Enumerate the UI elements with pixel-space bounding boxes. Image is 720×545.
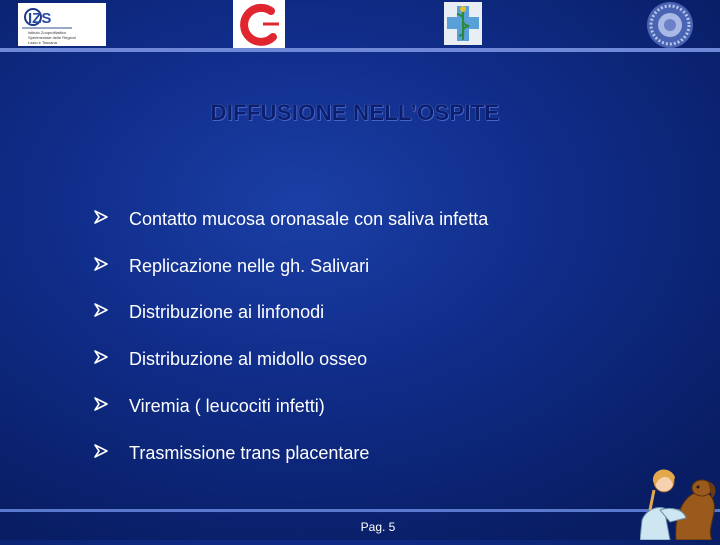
- red-c-icon: [233, 0, 285, 49]
- page-number: Pag. 5: [360, 520, 396, 534]
- izs-logo-line: Istituto Zooprofilattico: [28, 30, 67, 35]
- bullet-text: Distribuzione al midollo osseo: [129, 349, 368, 370]
- arrow-bullet-icon: [93, 396, 129, 417]
- list-item: [93, 383, 488, 430]
- seal-logo: [645, 0, 695, 50]
- header-logos: [0, 0, 720, 52]
- svg-text:IZS: IZS: [28, 10, 52, 27]
- list-item: [93, 243, 488, 290]
- bullet-text: Contatto mucosa oronasale con saliva infetta: [129, 208, 489, 229]
- bullet-text: Viremia ( leucociti infetti): [129, 396, 325, 417]
- arrow-bullet-icon: [93, 209, 129, 230]
- bullet-text: Distribuzione ai linfonodi: [129, 302, 325, 323]
- bottom-divider: [0, 509, 720, 512]
- arrow-bullet-icon: [93, 443, 129, 464]
- list-item: [93, 196, 488, 243]
- list-item: [93, 336, 488, 383]
- arrow-bullet-icon: [93, 302, 129, 323]
- arrow-bullet-icon: [93, 256, 129, 277]
- caduceus-cross-logo: [444, 2, 482, 45]
- caduceus-icon: [444, 2, 482, 45]
- bullet-list: [93, 196, 488, 477]
- seal-icon: [645, 0, 695, 50]
- top-divider: [0, 48, 720, 52]
- list-item: [93, 430, 488, 477]
- arrow-bullet-icon: [93, 349, 129, 370]
- izs-logo: [18, 3, 106, 46]
- red-c-logo: [233, 0, 285, 49]
- slide-title: DIFFUSIONE NELL’OSPITE: [210, 100, 500, 125]
- bullet-text: Trasmissione trans placentare: [129, 442, 370, 463]
- izs-logo-line: Lazio e Toscana: [28, 40, 57, 45]
- list-item: [93, 290, 488, 337]
- bullet-text: Replicazione nelle gh. Salivari: [129, 255, 370, 276]
- izs-logo-line: Sperimentale delle Regioni: [28, 35, 76, 40]
